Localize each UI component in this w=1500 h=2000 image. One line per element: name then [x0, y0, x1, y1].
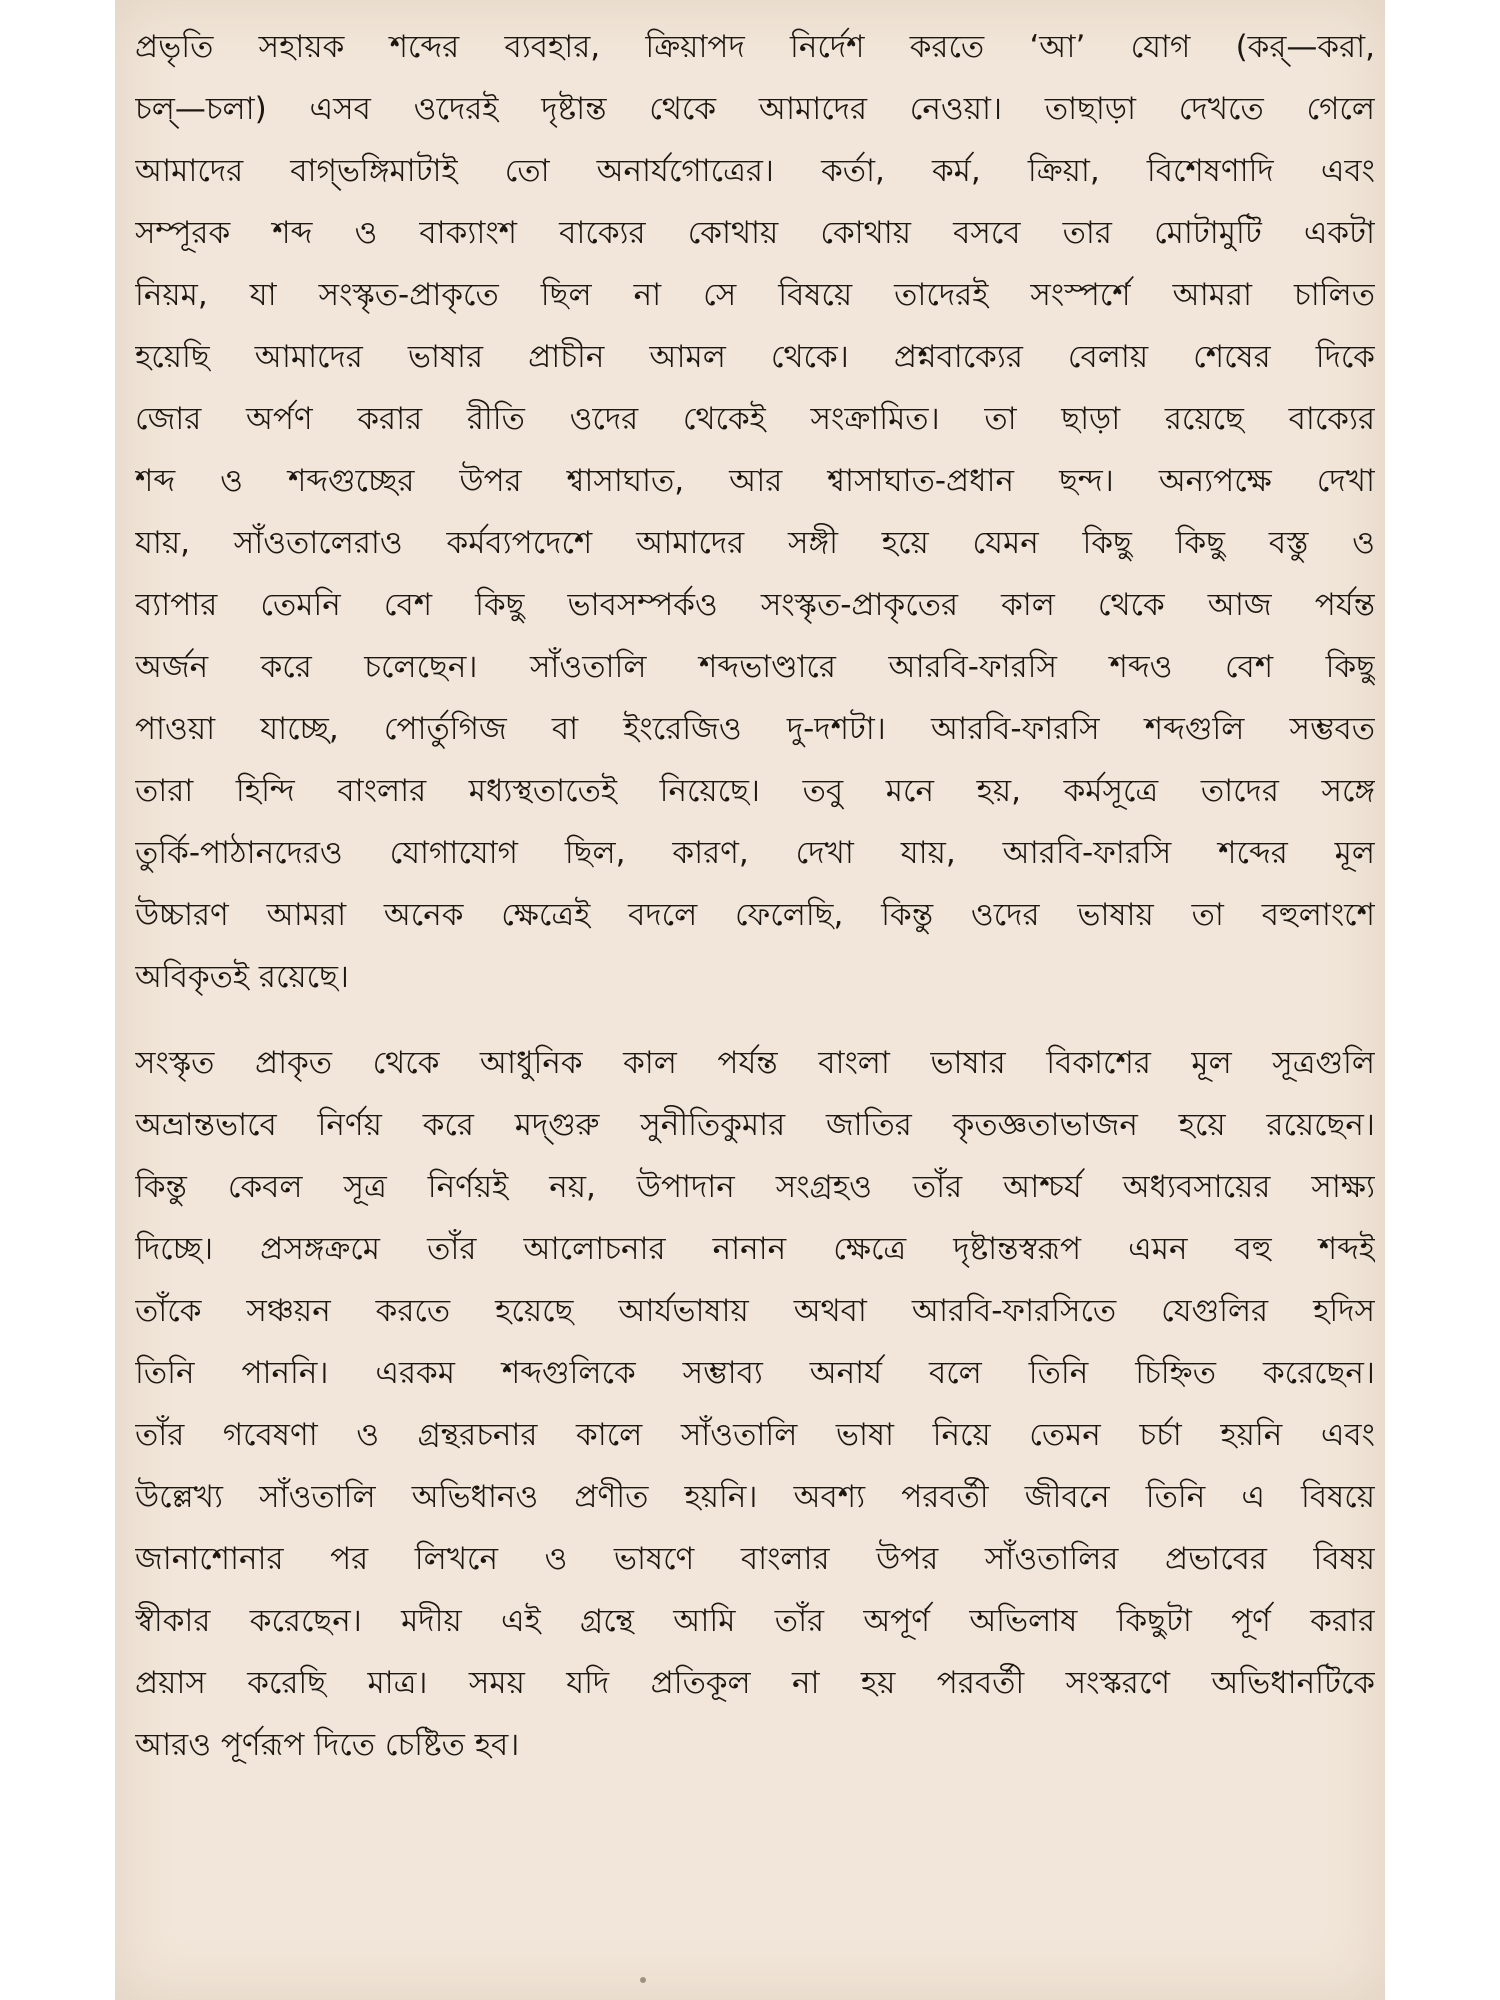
text-line: উল্লেখ্য সাঁওতালি অভিধানও প্রণীত হয়নি। অবশ্য পরবর্তী জীবনে তিনি এ বিষয়ে — [135, 1479, 1375, 1515]
paragraph — [135, 1032, 1375, 1776]
text-line: কিন্তু কেবল সূত্র নির্ণয়ই নয়, উপাদান সংগ্রহও তাঁর আশ্চর্য অধ্যবসায়ের সাক্ষ্য — [135, 1169, 1375, 1205]
text-line: তাঁর গবেষণা ও গ্রন্থরচনার কালে সাঁওতালি ভাষা নিয়ে তেমন চর্চা হয়নি এবং — [135, 1417, 1375, 1453]
text-line: জানাশোনার পর লিখনে ও ভাষণে বাংলার উপর সাঁওতালির প্রভাবের বিষয় — [135, 1541, 1375, 1577]
text-line: অভ্রান্তভাবে নির্ণয় করে মদ্গুরু সুনীতিকুমার জাতির কৃতজ্ঞতাভাজন হয়ে রয়েছেন। — [135, 1107, 1375, 1143]
text-line: প্রভৃতি সহায়ক শব্দের ব্যবহার, ক্রিয়াপদ নির্দেশ করতে ‘আ’ যোগ (কর্—করা, — [135, 29, 1375, 65]
text-line: তুর্কি-পাঠানদেরও যোগাযোগ ছিল, কারণ, দেখা যায়, আরবি-ফারসি শব্দের মূল — [135, 835, 1375, 871]
book-page — [115, 0, 1385, 2000]
text-line: ব্যাপার তেমনি বেশ কিছু ভাবসম্পর্কও সংস্কৃত-প্রাকৃতের কাল থেকে আজ পর্যন্ত — [135, 587, 1375, 623]
text-line: উচ্চারণ আমরা অনেক ক্ষেত্রেই বদলে ফেলেছি, কিন্তু ওদের ভাষায় তা বহুলাংশে — [135, 897, 1375, 933]
text-line: দিচ্ছে। প্রসঙ্গক্রমে তাঁর আলোচনার নানান ক্ষেত্রে দৃষ্টান্তস্বরূপ এমন বহু শব্দই — [135, 1231, 1375, 1267]
text-line: তারা হিন্দি বাংলার মধ্যস্থতাতেই নিয়েছে। তবু মনে হয়, কর্মসূত্রে তাদের সঙ্গে — [135, 773, 1375, 809]
page-body-text — [135, 16, 1375, 1776]
text-line: তাঁকে সঞ্চয়ন করতে হয়েছে আর্যভাষায় অথবা আরবি-ফারসিতে যেগুলির হদিস — [135, 1293, 1375, 1329]
text-line: জোর অর্পণ করার রীতি ওদের থেকেই সংক্রামিত। তা ছাড়া রয়েছে বাক্যের — [135, 401, 1375, 437]
text-line: অবিকৃতই রয়েছে। — [135, 959, 349, 995]
text-line: হয়েছি আমাদের ভাষার প্রাচীন আমল থেকে। প্রশ্নবাক্যের বেলায় শেষের দিকে — [135, 339, 1375, 375]
text-line: অর্জন করে চলেছেন। সাঁওতালি শব্দভাণ্ডারে আরবি-ফারসি শব্দও বেশ কিছু — [135, 649, 1375, 685]
text-line: সংস্কৃত প্রাকৃত থেকে আধুনিক কাল পর্যন্ত বাংলা ভাষার বিকাশের মূল সূত্রগুলি — [135, 1045, 1375, 1081]
text-line: চল্—চলা) এসব ওদেরই দৃষ্টান্ত থেকে আমাদের নেওয়া। তাছাড়া দেখতে গেলে — [135, 91, 1375, 127]
text-line: পাওয়া যাচ্ছে, পোর্তুগিজ বা ইংরেজিও দু-দশটা। আরবি-ফারসি শব্দগুলি সম্ভবত — [135, 711, 1375, 747]
paragraph — [135, 16, 1375, 1008]
text-line: সম্পূরক শব্দ ও বাক্যাংশ বাক্যের কোথায় কোথায় বসবে তার মোটামুটি একটা — [135, 215, 1375, 251]
text-line: শব্দ ও শব্দগুচ্ছের উপর শ্বাসাঘাত, আর শ্বাসাঘাত-প্রধান ছন্দ। অন্যপক্ষে দেখা — [135, 463, 1375, 499]
text-line: যায়, সাঁওতালেরাও কর্মব্যপদেশে আমাদের সঙ্গী হয়ে যেমন কিছু কিছু বস্তু ও — [135, 525, 1375, 561]
text-line: আরও পূর্ণরূপ দিতে চেষ্টিত হব। — [135, 1727, 520, 1763]
text-line: স্বীকার করেছেন। মদীয় এই গ্রন্থে আমি তাঁর অপূর্ণ অভিলাষ কিছুটা পূর্ণ করার — [135, 1603, 1375, 1639]
paper-speck — [640, 1977, 646, 1983]
text-line: প্রয়াস করেছি মাত্র। সময় যদি প্রতিকূল না হয় পরবর্তী সংস্করণে অভিধানটিকে — [135, 1665, 1375, 1701]
text-line: তিনি পাননি। এরকম শব্দগুলিকে সম্ভাব্য অনার্য বলে তিনি চিহ্নিত করেছেন। — [135, 1355, 1375, 1391]
text-line: নিয়ম, যা সংস্কৃত-প্রাকৃতে ছিল না সে বিষয়ে তাদেরই সংস্পর্শে আমরা চালিত — [135, 277, 1375, 313]
text-line: আমাদের বাগ্‌ভঙ্গিমাটাই তো অনার্যগোত্রের। কর্তা, কর্ম, ক্রিয়া, বিশেষণাদি এবং — [135, 153, 1375, 189]
